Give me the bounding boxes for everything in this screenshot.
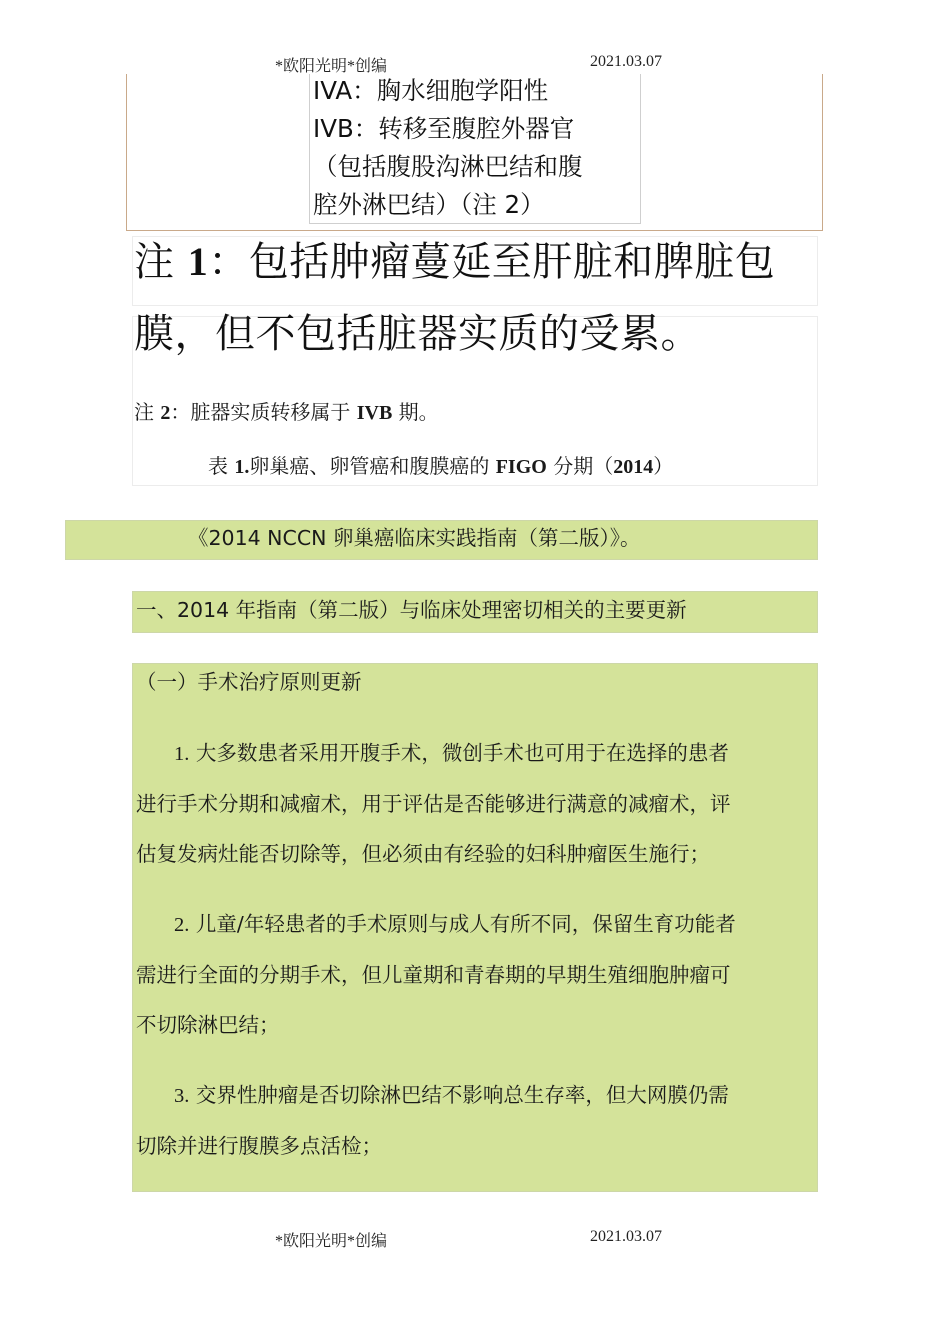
item-2-number: 2. (174, 914, 190, 936)
table-cell-line-3: （包括腹股沟淋巴结和腹 (313, 152, 583, 181)
item-2-text-1: 儿童/年轻患者的手术原则与成人有所不同，保留生育功能者 (195, 912, 736, 936)
caption-text: 卵巢癌、卵管癌和腹膜癌的 (249, 454, 490, 478)
item-1-number: 1. (174, 743, 190, 765)
item-1-line-2: 进行手术分期和减瘤术，用于评估是否能够进行满意的减瘤术，评 (136, 792, 731, 816)
item-2-line-3: 不切除淋巴结； (136, 1013, 280, 1037)
note2-number: 2 (160, 402, 171, 424)
item-3-text-1: 交界性肿瘤是否切除淋巴结不影响总生存率，但大网膜仍需 (195, 1083, 729, 1107)
header-date: 2021.03.07 (590, 53, 662, 70)
note1-prefix: 注 (134, 239, 175, 285)
item-1-line-1 (174, 736, 729, 766)
note1-line1 (134, 230, 775, 287)
item-2-line-2: 需进行全面的分期手术，但儿童期和青春期的早期生殖细胞肿瘤可 (136, 963, 731, 987)
caption-figo: FIGO (495, 456, 547, 478)
caption-prefix: 表 (208, 454, 228, 478)
item-3-line-1 (174, 1078, 729, 1108)
note2 (134, 396, 439, 425)
table-cell-line-4: 腔外淋巴结）（注 2） (313, 190, 545, 219)
caption-number: 1. (234, 456, 250, 478)
note2-term: IVB (356, 402, 393, 424)
table-cell-line-2: IVB：转移至腹腔外器官 (313, 114, 575, 143)
note1-text: ：包括肿瘤蔓延至肝脏和脾脏包 (208, 239, 776, 285)
header-author: *欧阳光明*创编 (275, 58, 388, 75)
caption-mid: 分期（ (553, 454, 614, 478)
note2-end: 期。 (398, 400, 439, 424)
footer-date: 2021.03.07 (590, 1228, 662, 1245)
note2-prefix: 注 (134, 400, 154, 424)
caption-year: 2014 (613, 456, 654, 478)
caption-end: ） (653, 454, 674, 478)
item-1-line-3: 估复发病灶能否切除等，但必须由有经验的妇科肿瘤医生施行； (136, 842, 710, 866)
item-1-text-1: 大多数患者采用开腹手术，微创手术也可用于在选择的患者 (195, 741, 729, 765)
item-2-line-1 (174, 907, 736, 937)
guide-title: 《2014 NCCN 卵巢癌临床实践指南（第二版）》。 (188, 526, 641, 550)
note1-number: 1 (187, 239, 209, 284)
footer-author: *欧阳光明*创编 (275, 1233, 388, 1250)
note1-line2: 膜，但不包括脏器实质的受累。 (134, 311, 701, 357)
section-heading: 一、2014 年指南（第二版）与临床处理密切相关的主要更新 (136, 598, 687, 622)
item-3-line-2: 切除并进行腹膜多点活检； (136, 1134, 382, 1158)
table-caption (208, 450, 673, 479)
item-3-number: 3. (174, 1085, 190, 1107)
note2-text: ：脏器实质转移属于 (170, 400, 351, 424)
table-cell-line-1: IVA：胸水细胞学阳性 (313, 76, 549, 105)
subsection-heading: （一）手术治疗原则更新 (136, 670, 362, 694)
